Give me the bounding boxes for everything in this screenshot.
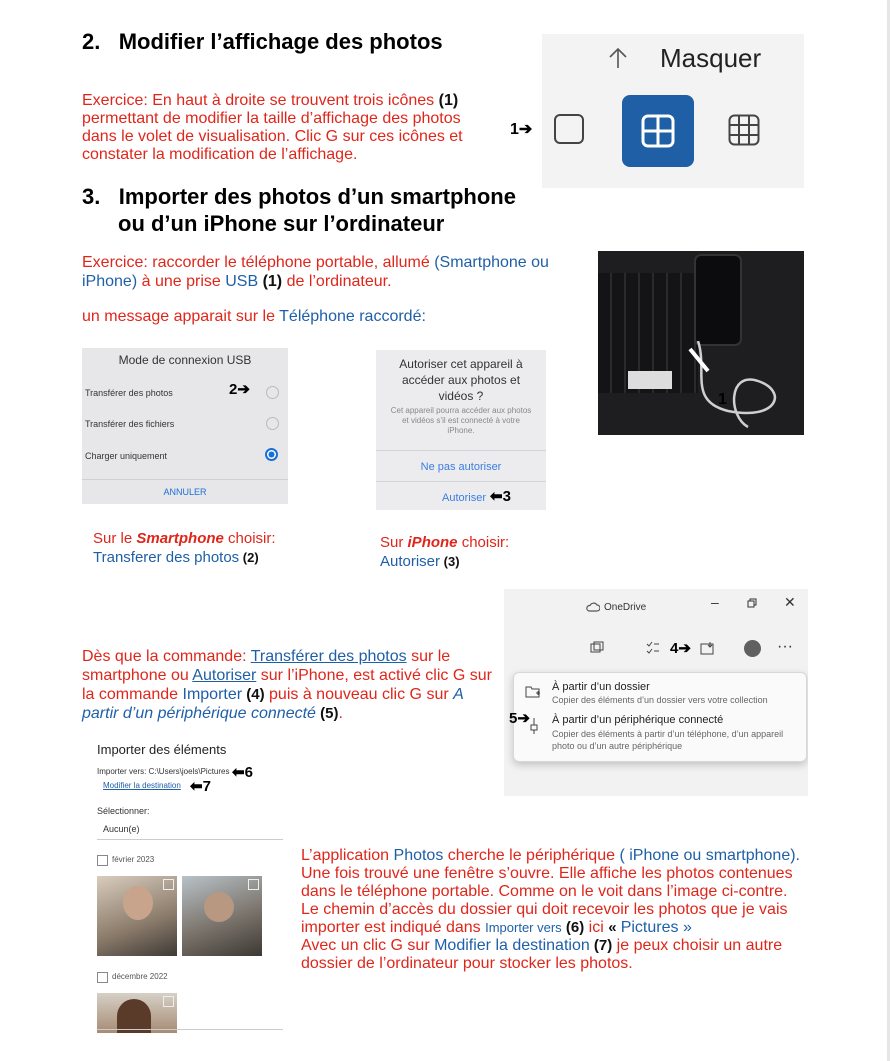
- medium-thumbnails-button[interactable]: [622, 95, 694, 167]
- marker-1: 1➔: [510, 121, 533, 138]
- usb-option-charge[interactable]: Charger uniquement: [85, 451, 168, 461]
- radio-photos[interactable]: [266, 386, 279, 399]
- photo-thumbnail[interactable]: [97, 993, 177, 1033]
- marker-2: 2➔: [229, 381, 250, 398]
- usb-cable: [688, 341, 798, 431]
- section-3-heading: 3. Importer des photos d’un smartphone ou d’un iPhone sur l’ordinateur: [82, 184, 516, 236]
- section-number: 3.: [82, 184, 101, 209]
- photo-thumbnail[interactable]: [97, 876, 177, 956]
- menu-item-connected-device[interactable]: À partir d’un périphérique connecté: [552, 714, 724, 726]
- import-panel-title: Importer des éléments: [97, 742, 227, 757]
- menu-item-device-desc: Copier des éléments à partir d’un téléphone, d’un appareil photo ou d’un autre périphérique: [552, 729, 784, 751]
- exercise-2: Exercice: raccorder le téléphone portable, allumé (Smartphone ou iPhone) à une prise USB (1) de l’ordinateur.: [82, 254, 549, 290]
- photos-import-menu-screenshot: [504, 589, 808, 796]
- group-checkbox[interactable]: [97, 972, 108, 983]
- phone-image: [694, 254, 742, 346]
- grid-3x3-icon[interactable]: [728, 114, 760, 146]
- marker-6: ⬅6: [232, 764, 253, 781]
- usb-dialog-title: Mode de connexion USB: [118, 353, 252, 367]
- marker-3: ⬅3: [490, 488, 511, 505]
- usb-option-files[interactable]: Transférer des fichiers: [85, 419, 175, 429]
- arrow-up-icon: [608, 46, 628, 70]
- iphone-dialog-body: Cet appareil pourra accéder aux photos et vidéos s’il est connecté à votre iPhone.: [390, 406, 532, 435]
- import-dropdown-menu: [513, 672, 807, 762]
- usb-mode-dialog: [82, 348, 288, 504]
- usb-option-photos[interactable]: Transférer des photos: [85, 388, 173, 398]
- import-icon[interactable]: [700, 641, 716, 655]
- section-title: Modifier l’affichage des photos: [118, 29, 443, 54]
- select-icon[interactable]: [646, 641, 660, 655]
- radio-charge-selected[interactable]: [265, 448, 278, 461]
- select-label: Sélectionner:: [97, 806, 150, 816]
- section-2-heading: [82, 29, 443, 55]
- small-thumbnails-icon[interactable]: [554, 114, 584, 144]
- marker-4: 4➔: [670, 640, 691, 657]
- close-icon[interactable]: ✕: [784, 594, 796, 610]
- marker-5: 5➔: [509, 710, 530, 727]
- final-paragraph: L’application Photos cherche le périphérique ( iPhone ou smartphone). Une fois trouvé une fenêtre s’ouvre. Elle affiche les photos contenues dans le téléphone portable. Comme on le voit dans l’image ci-contre. Le chemin d’accès du dossier qui doit recevoir les photos que je vais importer est indiqué dans Importer vers (6) ici « Pictures » Avec un clic G sur Modifier la destination (7) je peux choisir un autre dossier de l’ordinateur pour stocker les photos.: [301, 847, 800, 972]
- group-label: décembre 2022: [112, 972, 168, 981]
- group-label: février 2023: [112, 855, 155, 864]
- radio-files[interactable]: [266, 417, 279, 430]
- caption-smartphone: Sur le Smartphone choisir: Transferer des photos (2): [93, 530, 276, 566]
- restore-icon[interactable]: [747, 598, 757, 608]
- menu-item-folder-desc: Copier des éléments d’un dossier vers votre collection: [552, 695, 768, 705]
- slideshow-icon[interactable]: [590, 641, 604, 655]
- group-checkbox[interactable]: [97, 855, 108, 866]
- caption-iphone: Sur iPhone choisir: Autoriser (3): [380, 534, 510, 570]
- marker-7: ⬅7: [190, 778, 211, 795]
- iphone-deny-button[interactable]: Ne pas autoriser: [420, 461, 502, 473]
- instructions-paragraph: Dès que la commande: Transférer des photos sur le smartphone ou Autoriser sur l’iPhone, est activé clic G sur la commande Importer (4) puis à nouveau clic G sur A partir d’un périphérique connecté (5).: [82, 648, 492, 722]
- exercise-1: Exercice: En haut à droite se trouvent trois icônes (1) permettant de modifier la taille d’affichage des photos dans le volet de visualisation. Clic G sur ces icônes et constater la modification de l’affichage.: [82, 92, 463, 163]
- import-destination: Importer vers: C:\Users\joels\Pictures: [97, 767, 230, 776]
- avatar[interactable]: [744, 640, 761, 657]
- section-number: 2.: [82, 29, 101, 54]
- usb-cancel-button[interactable]: ANNULER: [163, 487, 207, 497]
- laptop-phone-photo: [598, 251, 804, 435]
- more-icon[interactable]: ···: [777, 638, 793, 655]
- iphone-authorize-dialog: [376, 350, 546, 510]
- folder-icon: [525, 685, 541, 699]
- photo-marker-1: 1: [718, 391, 727, 408]
- menu-item-folder[interactable]: À partir d’un dossier: [552, 681, 650, 693]
- window-title: OneDrive: [604, 602, 647, 613]
- select-value: Aucun(e): [103, 824, 140, 834]
- cloud-icon: [586, 602, 600, 612]
- import-panel-screenshot: [90, 735, 286, 1033]
- iphone-allow-button[interactable]: Autoriser: [442, 492, 487, 504]
- grid-2x2-icon: [641, 114, 675, 148]
- photo-thumbnail[interactable]: [182, 876, 262, 956]
- hide-label[interactable]: Masquer: [660, 43, 762, 73]
- change-destination-link[interactable]: Modifier la destination: [103, 781, 181, 790]
- select-dropdown[interactable]: [97, 819, 283, 840]
- message-line: un message apparait sur le Téléphone raccordé:: [82, 308, 426, 325]
- minimize-icon[interactable]: –: [711, 594, 719, 610]
- iphone-dialog-title: Autoriser cet appareil à accéder aux photos et vidéos ?: [399, 357, 523, 403]
- view-size-screenshot: [542, 34, 804, 188]
